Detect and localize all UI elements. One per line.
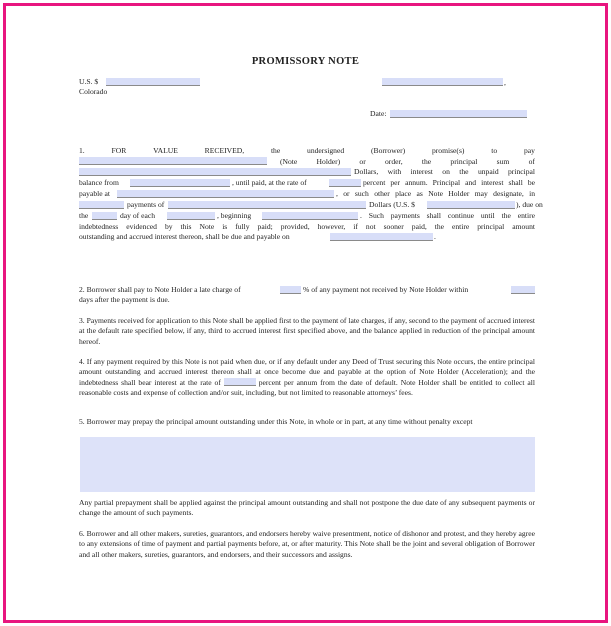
para1-line1: 1. FOR VALUE RECEIVED, the undersigned (Borrower) promise(s) to pay [79, 146, 535, 155]
period-field[interactable] [167, 212, 215, 220]
due-payable-label: outstanding and accrued interest thereon, shall be due and payable on [79, 232, 290, 241]
the-label: the [79, 211, 89, 220]
day-field[interactable] [92, 212, 117, 220]
payable-at-label: payable at [79, 189, 110, 198]
default-rate-field[interactable] [224, 378, 256, 386]
para5-text: 5. Borrower may prepay the principal amount outstanding under this Note, in whole or in part, at any time without penalty except [79, 417, 473, 426]
para5b-text: Any partial prepayment shall be applied against the principal amount outstanding and shall not postpone the due date of any subsequent payments or change the amount of such payments. [79, 498, 535, 518]
comma-label: , [504, 78, 506, 87]
rate-label: , until paid, at the rate of [232, 178, 307, 187]
interest-rate-field[interactable] [329, 179, 361, 187]
balance-from-field[interactable] [130, 179, 230, 187]
payable-at-field[interactable] [117, 190, 334, 198]
payment-amount-words-field[interactable] [168, 201, 366, 209]
payment-amount-field[interactable] [427, 201, 515, 209]
promissory-note-page [6, 6, 605, 620]
principal-sum-field[interactable] [79, 168, 351, 176]
payments-of-label: payments of [127, 200, 165, 209]
para1-line8: indebtedness evidenced by this Note is fully paid; provided, however, if not sooner paid, the entire principal amount [79, 222, 535, 231]
percent-per-annum-text: percent per annum. Principal and interest shall be [363, 178, 535, 187]
para6-text: 6. Borrower and all other makers, sureties, guarantors, and endorsers hereby waive presentment, notice of dishonor and protest, and they hereby agree to any extensions of time of payment and partial payments before, at, or after maturity. This Note shall be the joint and several obligation of Borrower and all other makers, sureties, guarantors, and endorsers, and their successors and assigns. [79, 529, 535, 559]
balance-from-label: balance from [79, 178, 119, 187]
number-of-payments-field[interactable] [79, 201, 124, 209]
location-label: Colorado [79, 87, 108, 96]
designate-text: , or such other place as Note Holder may designate, in [336, 189, 535, 198]
para3-text: 3. Payments received for application to this Note shall be applied first to the payment of late charges, if any, second to the payment of accrued interest at the default rate specified below, if any, third to accrued interest first specified above, and the balance applied in reduction of the principal amount hereof. [79, 316, 535, 346]
para1-line3: Dollars, with interest on the unpaid principal [354, 167, 535, 176]
maturity-date-field[interactable] [330, 233, 433, 241]
borrower-address-field[interactable] [382, 78, 503, 86]
date-label: Date: [370, 109, 387, 118]
dollars-us-label: Dollars (U.S. $ [369, 200, 415, 209]
us-dollar-label: U.S. $ [79, 77, 99, 86]
prepayment-exceptions-field[interactable] [80, 437, 535, 492]
late-days-field[interactable] [511, 286, 535, 294]
late-charge-text-2: % of any payment not received by Note Holder within [303, 285, 469, 294]
us-dollar-amount-field[interactable] [106, 78, 200, 86]
late-charge-text: 2. Borrower shall pay to Note Holder a late charge of [79, 285, 241, 294]
date-field[interactable] [390, 110, 527, 118]
page-title: PROMISSORY NOTE [251, 56, 360, 67]
late-charge-percent-field[interactable] [280, 286, 301, 294]
due-on-label: ), due on [516, 200, 543, 209]
period-mark: . [434, 232, 436, 241]
document-frame [3, 3, 608, 623]
beginning-label: , beginning [217, 211, 252, 220]
para1-line2: (Note Holder) or order, the principal sum of [280, 157, 535, 166]
beginning-date-field[interactable] [262, 212, 358, 220]
para4-text: 4. If any payment required by this Note is not paid when due, or if any default under any Deed of Trust securing this Note occurs, the entire principal amount outstanding and accrued interest thereon shall at once become due and payable at the option of Note Holder (Acceleration); and the indebtedness shall bear interest at the rate of percent per annum from the date of default. Note Holder shall be entitled to collect all reasonable costs and expense of collection and/or suit, including, but not limited to reasonable attorneys’ fees. [79, 357, 535, 398]
payments-continue-text: . Such payments shall continue until the entire [360, 211, 535, 220]
note-holder-name-field[interactable] [79, 157, 267, 165]
late-charge-text-3: days after the payment is due. [79, 295, 170, 304]
day-of-each-label: day of each [120, 211, 155, 220]
